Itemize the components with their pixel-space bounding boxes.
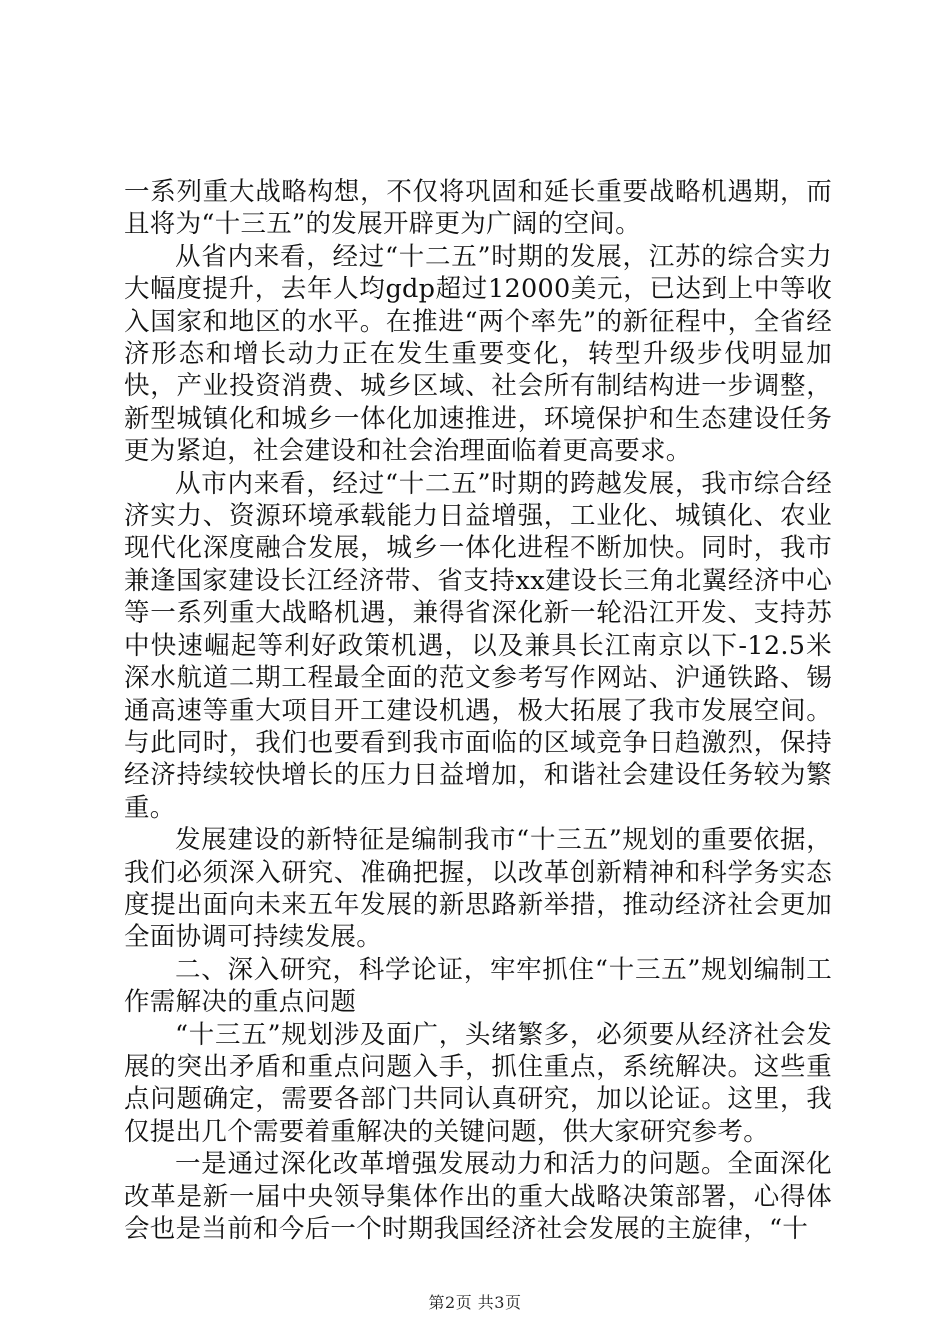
section-heading: 二、深入研究，科学论证，牢牢抓住“十三五”规划编制工作需解决的重点问题 [124, 954, 832, 1018]
paragraph-3: 从市内来看，经过“十二五”时期的跨越发展，我市综合经济实力、资源环境承载能力日益增强，工业化、城镇化、农业现代化深度融合发展，城乡一体化进程不断加快。同时，我市兼逢国家建设长江经济带、省支持xx建设长三角北翼经济中心等一系列重大战略机遇，兼得省深化新一轮沿江开发、支持苏中快速崛起等利好政策机遇，以及兼具长江南京以下-12.5米深水航道二期工程最全面的范文参考写作网站、沪通铁路、锡通高速等重大项目开工建设机遇，极大拓展了我市发展空间。与此同时，我们也要看到我市面临的区域竞争日趋激烈，保持经济持续较快增长的压力日益增加，和谐社会建设任务较为繁重。 [124, 468, 832, 823]
paragraph-4: 发展建设的新特征是编制我市“十三五”规划的重要依据，我们必须深入研究、准确把握，以改革创新精神和科学务实态度提出面向未来五年发展的新思路新举措，推动经济社会更加全面协调可持续发展。 [124, 825, 832, 953]
document-body [124, 176, 832, 1245]
paragraph-5: “十三五”规划涉及面广，头绪繁多，必须要从经济社会发展的突出矛盾和重点问题入手，抓住重点，系统解决。这些重点问题确定，需要各部门共同认真研究，加以论证。这里，我仅提出几个需要着重解决的关键问题，供大家研究参考。 [124, 1019, 832, 1147]
paragraph-1: 一系列重大战略构想，不仅将巩固和延长重要战略机遇期，而且将为“十三五”的发展开辟更为广阔的空间。 [124, 177, 832, 240]
page-number-footer: 第2页 共3页 [428, 1293, 522, 1312]
paragraph-2: 从省内来看，经过“十二五”时期的发展，江苏的综合实力大幅度提升，去年人均gdp超过12000美元，已达到上中等收入国家和地区的水平。在推进“两个率先”的新征程中，全省经济形态和增长动力正在发生重要变化，转型升级步伐明显加快，产业投资消费、城乡区域、社会所有制结构进一步调整，新型城镇化和城乡一体化加速推进，环境保护和生态建设任务更为紧迫，社会建设和社会治理面临着更高要求。 [124, 241, 832, 467]
paragraph-6: 一是通过深化改革增强发展动力和活力的问题。全面深化改革是新一届中央领导集体作出的重大战略决策部署，心得体会也是当前和今后一个时期我国经济社会发展的主旋律，“十 [124, 1149, 832, 1244]
